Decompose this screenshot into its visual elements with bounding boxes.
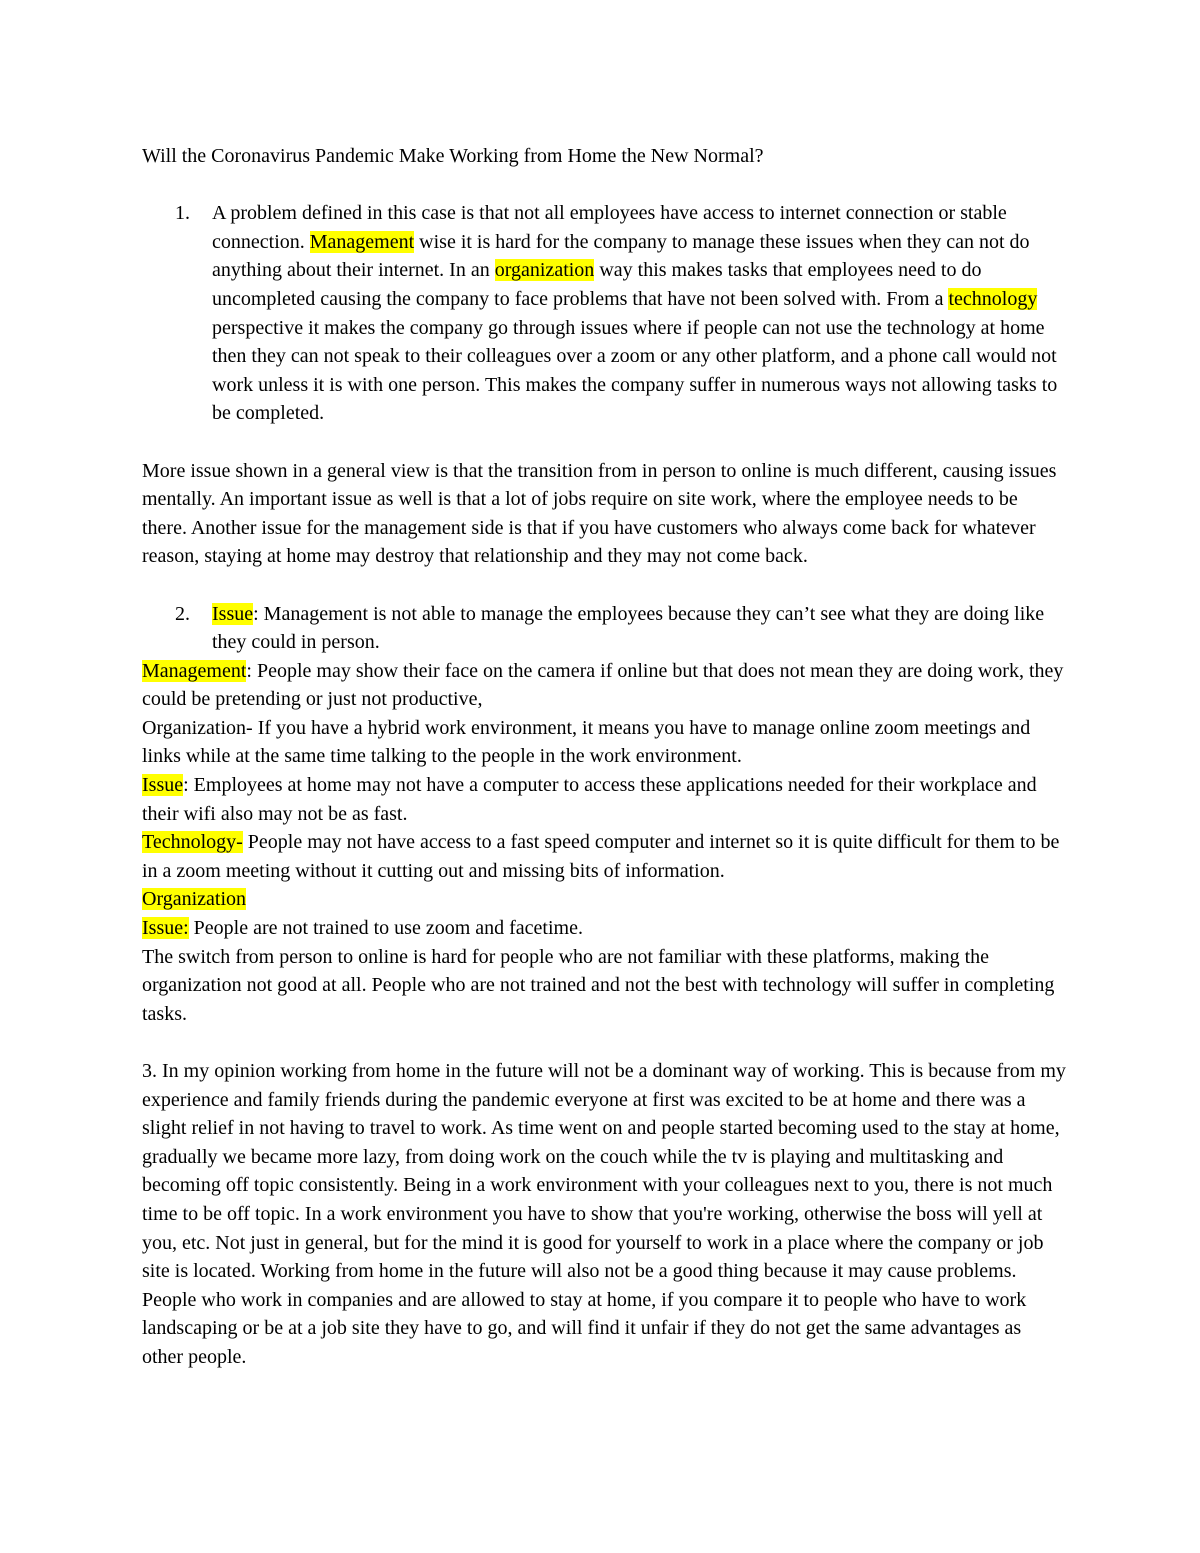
highlight-issue-label-2: Issue	[142, 774, 184, 797]
highlight-technology: technology	[948, 287, 1038, 310]
highlight-management: Management	[309, 230, 415, 253]
management-paragraph	[142, 657, 1067, 714]
paragraph-gap	[142, 1028, 1067, 1057]
list-number-1: 1.	[175, 202, 190, 225]
switch-paragraph: The switch from person to online is hard for people who are not familiar with these platforms, making the organization not good at all. People who are not trained and not the best with technology will suffer in completing tasks.	[142, 945, 1055, 1025]
issue-3-text: People are not trained to use zoom and facetime.	[188, 917, 583, 940]
technology-text: People may not have access to a fast speed computer and internet so it is quite difficult for them to be in a zoom meeting without it cutting out and missing bits of information.	[142, 831, 1060, 882]
list-item-1-text	[212, 199, 1067, 428]
item1-text-part-1: A problem defined in this case is that not all employees have access to internet connection or stable connection.	[212, 202, 1007, 253]
document-body	[142, 142, 1067, 1372]
issue-2-paragraph	[142, 771, 1067, 828]
highlight-management-label: Management	[142, 659, 247, 682]
issue-2-text: : Employees at home may not have a computer to access these applications needed for their workplace and their wifi also may not be as fast.	[142, 774, 1037, 825]
highlight-technology-label: Technology-	[142, 831, 243, 854]
item2-text: : Management is not able to manage the employees because they can’t see what they are doing like they could in person.	[212, 602, 1045, 654]
item1-text-part-3: way this makes tasks that employees need to do uncompleted causing the company to face problems that have not been solved with. From a	[212, 259, 982, 310]
paragraph-gap	[142, 571, 1067, 600]
management-text: : People may show their face on the camera if online but that does not mean they are doing work, they could be pretending or just not productive,	[142, 659, 1064, 711]
highlight-organization-heading: Organization	[142, 888, 247, 911]
list-item-2	[142, 600, 1067, 657]
document-title: Will the Coronavirus Pandemic Make Working from Home the New Normal?	[142, 145, 764, 167]
list-number-2: 2.	[175, 602, 190, 625]
highlight-organization: organization	[494, 259, 595, 282]
organization-paragraph: Organization- If you have a hybrid work environment, it means you have to manage online zoom meetings and links while at the same time talking to the people in the work environment.	[142, 716, 1031, 768]
list-item-1	[142, 199, 1067, 428]
paragraph-gap	[142, 428, 1067, 457]
item1-text-part-4: perspective it makes the company go through issues where if people can not use the technology at home then they can not speak to their colleagues over a zoom or any other platform, and a phone call would not work unless it is with one person. This makes the company suffer in numerous ways not allowing tasks to be completed.	[212, 316, 1058, 425]
issue-3-paragraph	[142, 914, 1067, 943]
highlight-issue-label-3: Issue:	[142, 917, 189, 940]
opinion-paragraph: 3. In my opinion working from home in the future will not be a dominant way of working. This is because from my experience and family friends during the pandemic everyone at first was excited to be at home and there was a slight relief in not having to travel to work. As time went on and people started becoming used to the stay at home, gradually we became more lazy, from doing work on the couch while the tv is playing and multitasking and becoming off topic consistently. Being in a work environment with your colleagues next to you, there is not much time to be off topic. In a work environment you have to show that you're working, otherwise the boss will yell at you, etc. Not just in general, but for the mind it is good for yourself to work in a place where the company or job site is located. Working from home in the future will also not be a good thing because it may cause problems. People who work in companies and are allowed to stay at home, if you compare it to people who have to work landscaping or be at a job site they have to go, and will find it unfair if they do not get the same advantages as other people.	[142, 1060, 1066, 1368]
technology-paragraph	[142, 828, 1067, 885]
general-issues-paragraph: More issue shown in a general view is that the transition from in person to online is much different, causing issues mentally. An important issue as well is that a lot of jobs require on site work, where the employee needs to be there. Another issue for the management side is that if you have customers who always come back for whatever reason, staying at home may destroy that relationship and they may not come back.	[142, 459, 1057, 568]
item1-text-part-2: wise it is hard for the company to manage these issues when they can not do anything about their internet. In an	[212, 230, 1030, 282]
list-item-2-text	[212, 600, 1067, 657]
organization-heading-line	[142, 885, 1067, 914]
highlight-issue-label: Issue	[212, 602, 254, 625]
